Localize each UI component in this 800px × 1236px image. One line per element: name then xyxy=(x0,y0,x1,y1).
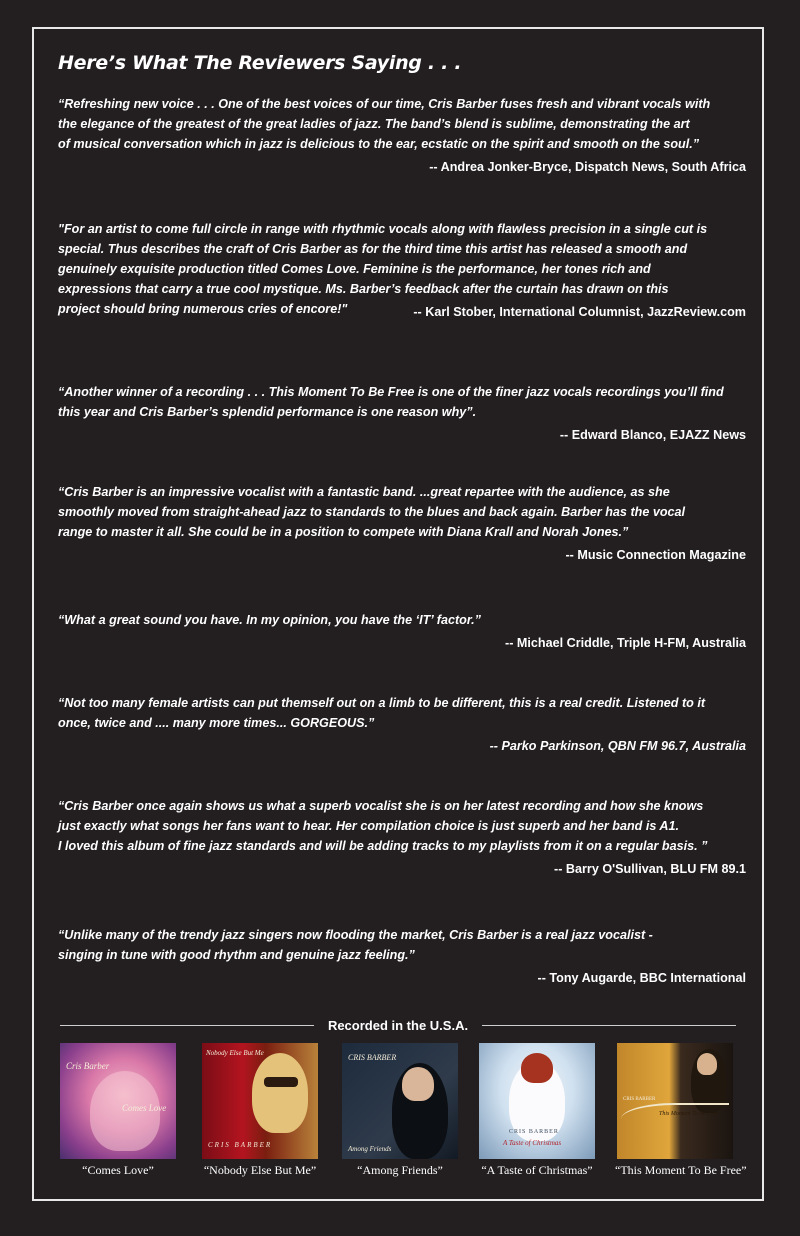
review-attribution: -- Barry O'Sullivan, BLU FM 89.1 xyxy=(554,862,746,876)
cover-album-title: Among Friends xyxy=(348,1145,392,1153)
cover-face xyxy=(402,1067,434,1101)
album-among-friends xyxy=(340,1043,460,1178)
review-attribution: -- Michael Criddle, Triple H-FM, Australia xyxy=(505,636,746,650)
album-this-moment-to-be-free xyxy=(615,1043,747,1178)
review-quote: “Unlike many of the trendy jazz singers now flooding the market, Cris Barber is a real jazz vocalist - singing in tune with good rhythm and genuine jazz feeling.” xyxy=(58,928,653,962)
review-1 xyxy=(58,94,746,177)
review-quote: “Another winner of a recording . . . This Moment To Be Free is one of the finer jazz vocals recordings you’ll find this year and Cris Barber’s splendid performance is one reason why”. xyxy=(58,385,724,419)
cover-figure xyxy=(252,1053,308,1133)
review-8 xyxy=(58,925,746,988)
cover-artist: CRIS BARBER xyxy=(208,1141,273,1149)
album-cover-image xyxy=(60,1043,176,1159)
review-quote: “Cris Barber is an impressive vocalist with a fantastic band. ...great repartee with the audience, as she smoothly moved from straight-ahead jazz to standards to the blues and back again. Barber has the vocal range to master it all. She could be in a position to compete with Diana Krall and Norah Jones.” xyxy=(58,485,686,539)
review-6 xyxy=(58,693,746,756)
divider-line xyxy=(60,1025,314,1026)
review-3 xyxy=(58,382,746,445)
sunglasses-icon xyxy=(264,1077,298,1087)
cover-hair xyxy=(521,1053,553,1083)
cover-artist: CRIS BARBER xyxy=(623,1097,656,1102)
review-attribution: -- Andrea Jonker-Bryce, Dispatch News, South Africa xyxy=(429,160,746,174)
cover-artist: CRIS BARBER xyxy=(509,1129,559,1135)
cover-album-title: This Moment To Be Free xyxy=(659,1111,719,1117)
cover-artist: CRIS BARBER xyxy=(348,1053,397,1062)
cover-artist: Cris Barber xyxy=(66,1061,110,1071)
review-quote: “Cris Barber once again shows us what a superb vocalist she is on her latest recording and how she knows just exactly what songs her fans want to hear. Her compilation choice is just superb and her band is A1. I loved this album of fine jazz standards and will be adding tracks to my playlists from it on a regular basis. ” xyxy=(58,799,708,853)
album-cover-image xyxy=(479,1043,595,1159)
recorded-label: Recorded in the U.S.A. xyxy=(327,1018,469,1033)
page-title: Here’s What The Reviewers Saying . . . xyxy=(58,52,462,74)
album-caption: “A Taste of Christmas” xyxy=(481,1163,593,1177)
album-caption: “Among Friends” xyxy=(357,1163,443,1177)
review-attribution: -- Karl Stober, International Columnist, JazzReview.com xyxy=(413,305,746,319)
cover-album-title: Comes Love xyxy=(122,1103,167,1113)
album-nobody-else-but-me xyxy=(200,1043,320,1178)
cover-album-title: A Taste of Christmas xyxy=(503,1139,562,1147)
review-4 xyxy=(58,482,746,565)
album-caption: “Comes Love” xyxy=(82,1163,154,1177)
review-attribution: -- Music Connection Magazine xyxy=(565,548,746,562)
review-5 xyxy=(58,610,746,653)
review-quote: “What a great sound you have. In my opinion, you have the ‘IT’ factor.” xyxy=(58,613,481,627)
album-cover-image xyxy=(202,1043,318,1159)
album-caption: “This Moment To Be Free” xyxy=(615,1163,747,1177)
review-attribution: -- Tony Augarde, BBC International xyxy=(537,971,746,985)
review-attribution: -- Parko Parkinson, QBN FM 96.7, Australia xyxy=(489,739,746,753)
album-a-taste-of-christmas xyxy=(477,1043,597,1178)
divider-line xyxy=(482,1025,736,1026)
cover-face xyxy=(697,1053,717,1075)
review-7 xyxy=(58,796,746,879)
review-2 xyxy=(58,219,746,322)
album-cover-image xyxy=(617,1043,733,1159)
album-caption: “Nobody Else But Me” xyxy=(203,1163,317,1177)
album-comes-love xyxy=(58,1043,178,1178)
review-quote: “Refreshing new voice . . . One of the best voices of our time, Cris Barber fuses fresh and vibrant vocals with the elegance of the greatest of the great ladies of jazz. The band’s blend is sublime, demonstrating the art of musical conversation which in jazz is delicious to the ear, ecstatic on the spirit and smooth on the soul.” xyxy=(58,97,711,151)
cover-swoosh xyxy=(621,1103,729,1135)
album-cover-image xyxy=(342,1043,458,1159)
cover-album-title: Nobody Else But Me xyxy=(206,1049,264,1057)
review-quote: “Not too many female artists can put themself out on a limb to be different, this is a real credit. Listened to it once, twice and .... many more times... GORGEOUS.” xyxy=(58,696,706,730)
review-attribution: -- Edward Blanco, EJAZZ News xyxy=(559,428,746,442)
recorded-divider xyxy=(60,1018,736,1033)
review-quote: "For an artist to come full circle in range with rhythmic vocals along with flawless precision in a single cut is special. Thus describes the craft of Cris Barber as for the third time this artist has released a smooth and genuinely exquisite production titled Comes Love. Feminine is the performance, her tones rich and expressions that carry a true cool mystique. Ms. Barber’s feedback after the curtain has drawn on this project should bring numerous cries of encore!" xyxy=(58,222,708,316)
